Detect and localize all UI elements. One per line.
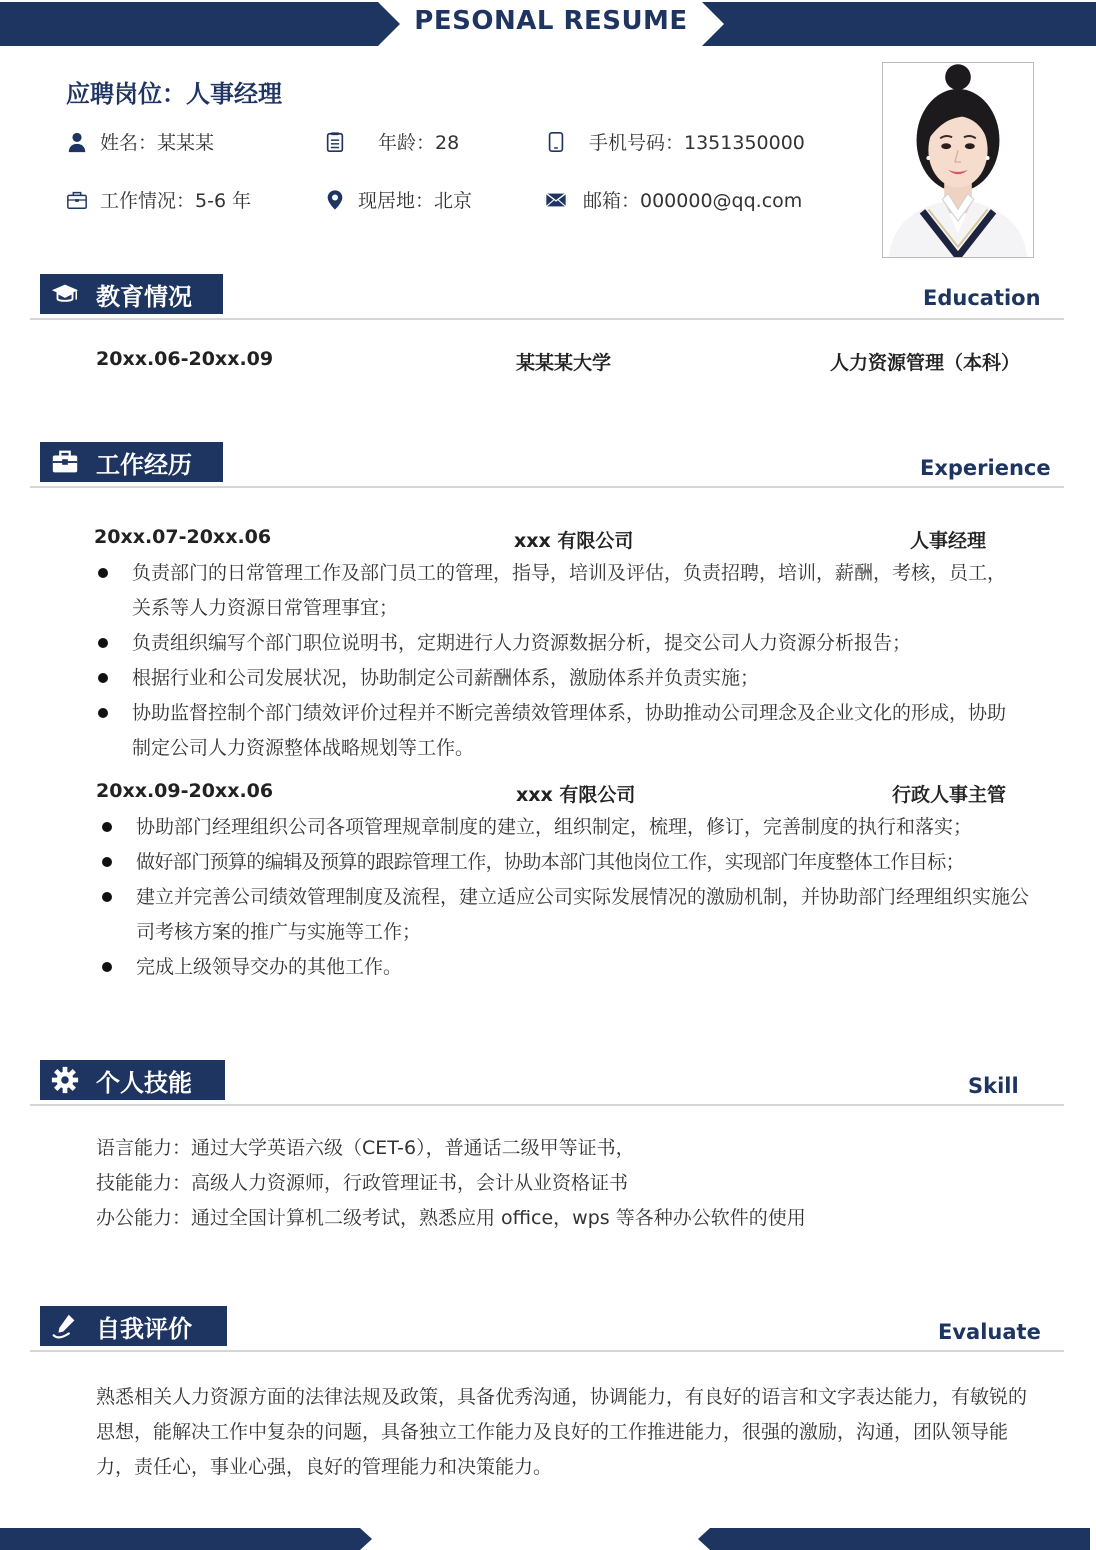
footer-bar-right	[698, 1528, 1090, 1550]
skills-section-header	[40, 1060, 225, 1100]
work-years-text: 工作情况：5-6 年	[100, 190, 252, 212]
list-item: 建立并完善公司绩效管理制度及流程，建立适应公司实际发展情况的激励机制，并协助部门经理组织实施公司考核方案的推广与实施等工作；	[100, 880, 1030, 950]
experience-divider	[30, 486, 1064, 488]
toolbox-icon	[48, 445, 82, 479]
evaluation-divider	[30, 1350, 1064, 1352]
education-period: 20xx.06-20xx.09	[96, 348, 274, 370]
list-item: 根据行业和公司发展状况，协助制定公司薪酬体系，激励体系并负责实施；	[96, 661, 1022, 696]
skills-list	[96, 1131, 1056, 1236]
residence-text: 现居地：北京	[358, 190, 473, 212]
position-title: 应聘岗位：人事经理	[66, 80, 282, 108]
education-divider	[30, 318, 1064, 320]
graduation-cap-icon	[48, 277, 82, 311]
envelope-icon	[543, 187, 569, 213]
list-item: 完成上级领导交办的其他工作。	[100, 950, 1030, 985]
residence-info	[322, 186, 472, 213]
header-bar-left	[0, 2, 400, 46]
skill-technical: 技能能力：高级人力资源师，行政管理证书，会计从业资格证书	[96, 1172, 629, 1194]
skills-title: 个人技能	[96, 1068, 192, 1097]
experience-title: 工作经历	[96, 450, 192, 479]
name-info	[64, 128, 214, 155]
phone-text: 手机号码：1351350000	[589, 132, 805, 154]
evaluation-section-header	[40, 1306, 227, 1346]
work-years-info	[64, 186, 251, 213]
gear-icon	[48, 1063, 82, 1097]
page-title: PESONAL RESUME	[414, 6, 688, 36]
user-icon	[64, 129, 90, 155]
email-info	[543, 186, 802, 213]
job-1-role: 人事经理	[910, 530, 987, 552]
evaluation-title: 自我评价	[96, 1314, 192, 1343]
job-2-company: xxx 有限公司	[516, 784, 636, 806]
experience-section-header	[40, 442, 223, 482]
experience-title-en: Experience	[920, 456, 1051, 480]
list-item: 负责组织编写个部门职位说明书，定期进行人力资源数据分析，提交公司人力资源分析报告；	[96, 626, 1022, 661]
skill-office: 办公能力：通过全国计算机二级考试，熟悉应用 office，wps 等各种办公软件的使用	[96, 1207, 806, 1229]
list-item: 负责部门的日常管理工作及部门员工的管理，指导，培训及评估，负责招聘，培训，薪酬，考核，员工，关系等人力资源日常管理事宜；	[96, 556, 1022, 626]
education-major: 人力资源管理（本科）	[830, 352, 1021, 374]
briefcase-icon	[64, 187, 90, 213]
location-pin-icon	[322, 187, 348, 213]
skills-divider	[30, 1104, 1064, 1106]
evaluation-text: 熟悉相关人力资源方面的法律法规及政策，具备优秀沟通，协调能力，有良好的语言和文字表达能力，有敏锐的思想，能解决工作中复杂的问题，具备独立工作能力及良好的工作推进能力，很强的激励，沟通，团队领导能力，责任心，事业心强，良好的管理能力和决策能力。	[96, 1386, 1028, 1478]
footer-bar-left	[0, 1528, 372, 1550]
job-1-company: xxx 有限公司	[514, 530, 634, 552]
email-text: 邮箱：000000@qq.com	[583, 190, 803, 212]
name-text: 姓名：某某某	[100, 132, 215, 154]
phone-info	[543, 128, 805, 155]
job-2-role: 行政人事主管	[892, 784, 1007, 806]
list-item: 协助部门经理组织公司各项管理规章制度的建立，组织制定，梳理，修订，完善制度的执行和落实；	[100, 810, 1030, 845]
age-info	[322, 128, 459, 155]
skill-language: 语言能力：通过大学英语六级（CET-6），普通话二级甲等证书，	[96, 1137, 635, 1159]
age-text: 年龄：28	[378, 132, 460, 154]
header-bar-right	[702, 2, 1096, 46]
pen-icon	[48, 1309, 82, 1343]
education-title-en: Education	[923, 286, 1041, 310]
profile-photo	[882, 62, 1034, 258]
list-item: 做好部门预算的编辑及预算的跟踪管理工作，协助本部门其他岗位工作，实现部门年度整体工作目标；	[100, 845, 1030, 880]
job-2-duties	[100, 810, 1030, 985]
phone-icon	[543, 129, 569, 155]
job-1-duties	[96, 556, 1022, 766]
evaluation-title-en: Evaluate	[938, 1320, 1041, 1344]
job-1-period: 20xx.07-20xx.06	[94, 526, 272, 548]
education-section-header	[40, 274, 223, 314]
clipboard-icon	[322, 129, 348, 155]
job-2-period: 20xx.09-20xx.06	[96, 780, 274, 802]
education-title: 教育情况	[96, 282, 192, 311]
list-item: 协助监督控制个部门绩效评价过程并不断完善绩效管理体系，协助推动公司理念及企业文化的形成，协助制定公司人力资源整体战略规划等工作。	[96, 696, 1022, 766]
skills-title-en: Skill	[968, 1074, 1019, 1098]
education-school: 某某某大学	[516, 352, 612, 374]
